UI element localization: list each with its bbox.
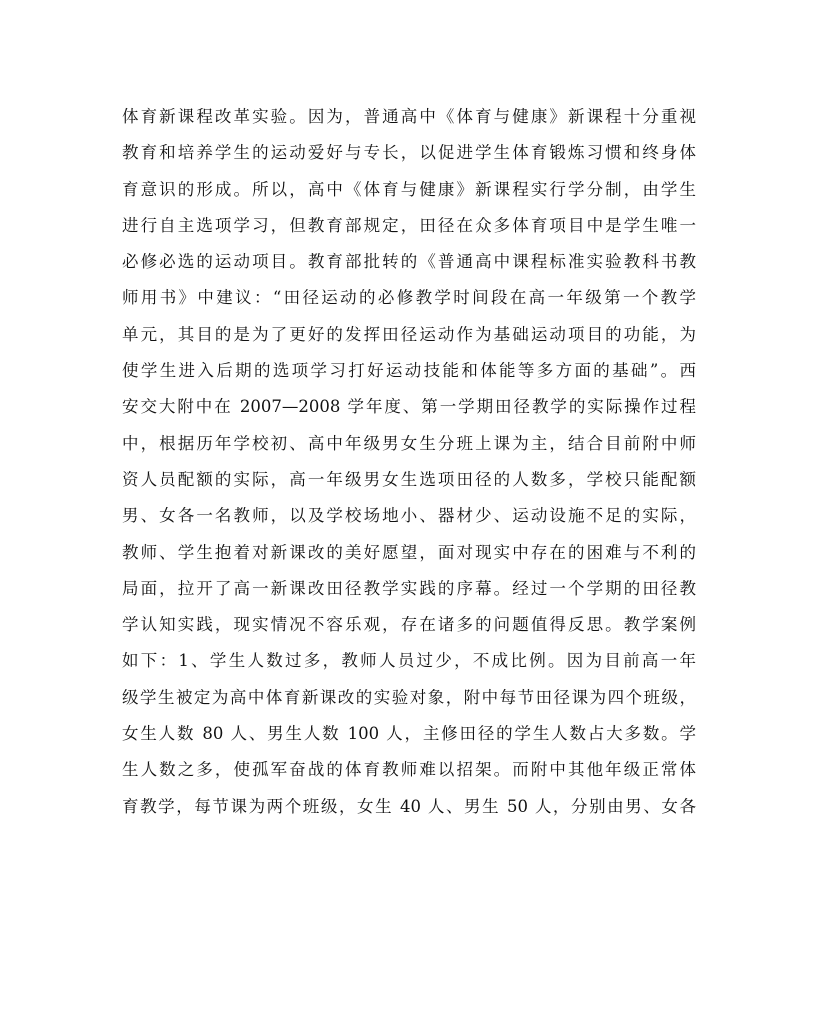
text-line: 中，根据历年学校初、高中年级男女生分班上课为主，结合目前附中师 [122,433,696,453]
text-line: 体育新课程改革实验。因为，普通高中《体育与健康》新课程十分重视 [122,107,696,126]
text-line: 安交大附中在 2007—2008 学年度、第一学期田径教学的实际操作过程 [122,397,696,417]
text-line: 师用书》中建议：“田径运动的必修教学时间段在高一年级第一个教学 [122,288,696,308]
text-line: 单元，其目的是为了更好的发挥田径运动作为基础运动项目的功能，为 [122,324,696,344]
text-line: 男、女各一名教师，以及学校场地小、器材少、运动设施不足的实际， [122,506,696,526]
text-line: 必修必选的运动项目。教育部批转的《普通高中课程标准实验教科书教 [122,252,696,272]
text-line: 局面，拉开了高一新课改田径教学实践的序幕。经过一个学期的田径教 [122,578,696,598]
text-line: 资人员配额的实际，高一年级男女生选项田径的人数多，学校只能配额 [122,469,696,489]
text-line: 如下：1、学生人数过多，教师人员过少，不成比例。因为目前高一年 [122,651,696,671]
text-line: 教育和培养学生的运动爱好与专长，以促进学生体育锻炼习惯和终身体 [122,143,696,163]
text-line: 使学生进入后期的选项学习打好运动技能和体能等多方面的基础”。西 [122,361,696,381]
text-line: 进行自主选项学习，但教育部规定，田径在众多体育项目中是学生唯一 [122,215,696,235]
text-line: 生人数之多，使孤军奋战的体育教师难以招架。而附中其他年级正常体 [122,760,696,780]
text-line: 女生人数 80 人、男生人数 100 人，主修田径的学生人数占大多数。学 [122,724,696,744]
text-line: 教师、学生抱着对新课改的美好愿望，面对现实中存在的困难与不利的 [122,542,696,562]
text-line: 育意识的形成。所以，高中《体育与健康》新课程实行学分制，由学生 [122,179,696,199]
text-line: 育教学，每节课为两个班级，女生 40 人、男生 50 人，分别由男、女各 [122,796,696,816]
body-paragraph [122,99,696,825]
text-line: 学认知实践，现实情况不容乐观，存在诸多的问题值得反思。教学案例 [122,615,696,635]
text-line: 级学生被定为高中体育新课改的实验对象，附中每节田径课为四个班级， [122,687,696,707]
